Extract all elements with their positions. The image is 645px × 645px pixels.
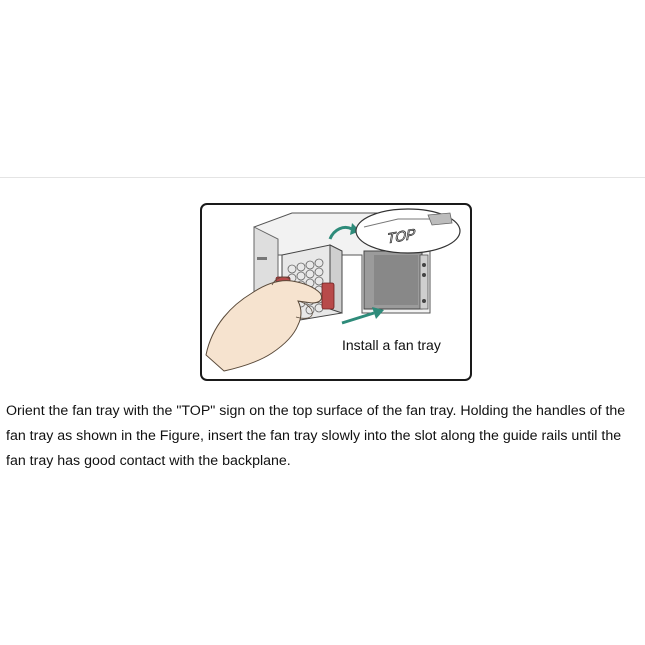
hand <box>206 281 322 371</box>
instruction-paragraph: Orient the fan tray with the "TOP" sign on the top surface of the fan tray. Holding the handles of the fan tray as shown in the Figure, insert the fan tray slowly into the slot along the guide rails until the fan tray has good contact with the backplane. <box>6 403 626 469</box>
handle-right <box>322 283 334 309</box>
divider <box>0 177 645 178</box>
chassis-slot-mark <box>257 257 267 260</box>
insert-arrow <box>342 313 374 323</box>
figure-install-fan-tray <box>200 203 472 381</box>
top-sign-text: TOP <box>385 226 417 248</box>
figure-caption: Install a fan tray <box>342 337 441 353</box>
fan-slot-inner <box>374 255 418 305</box>
